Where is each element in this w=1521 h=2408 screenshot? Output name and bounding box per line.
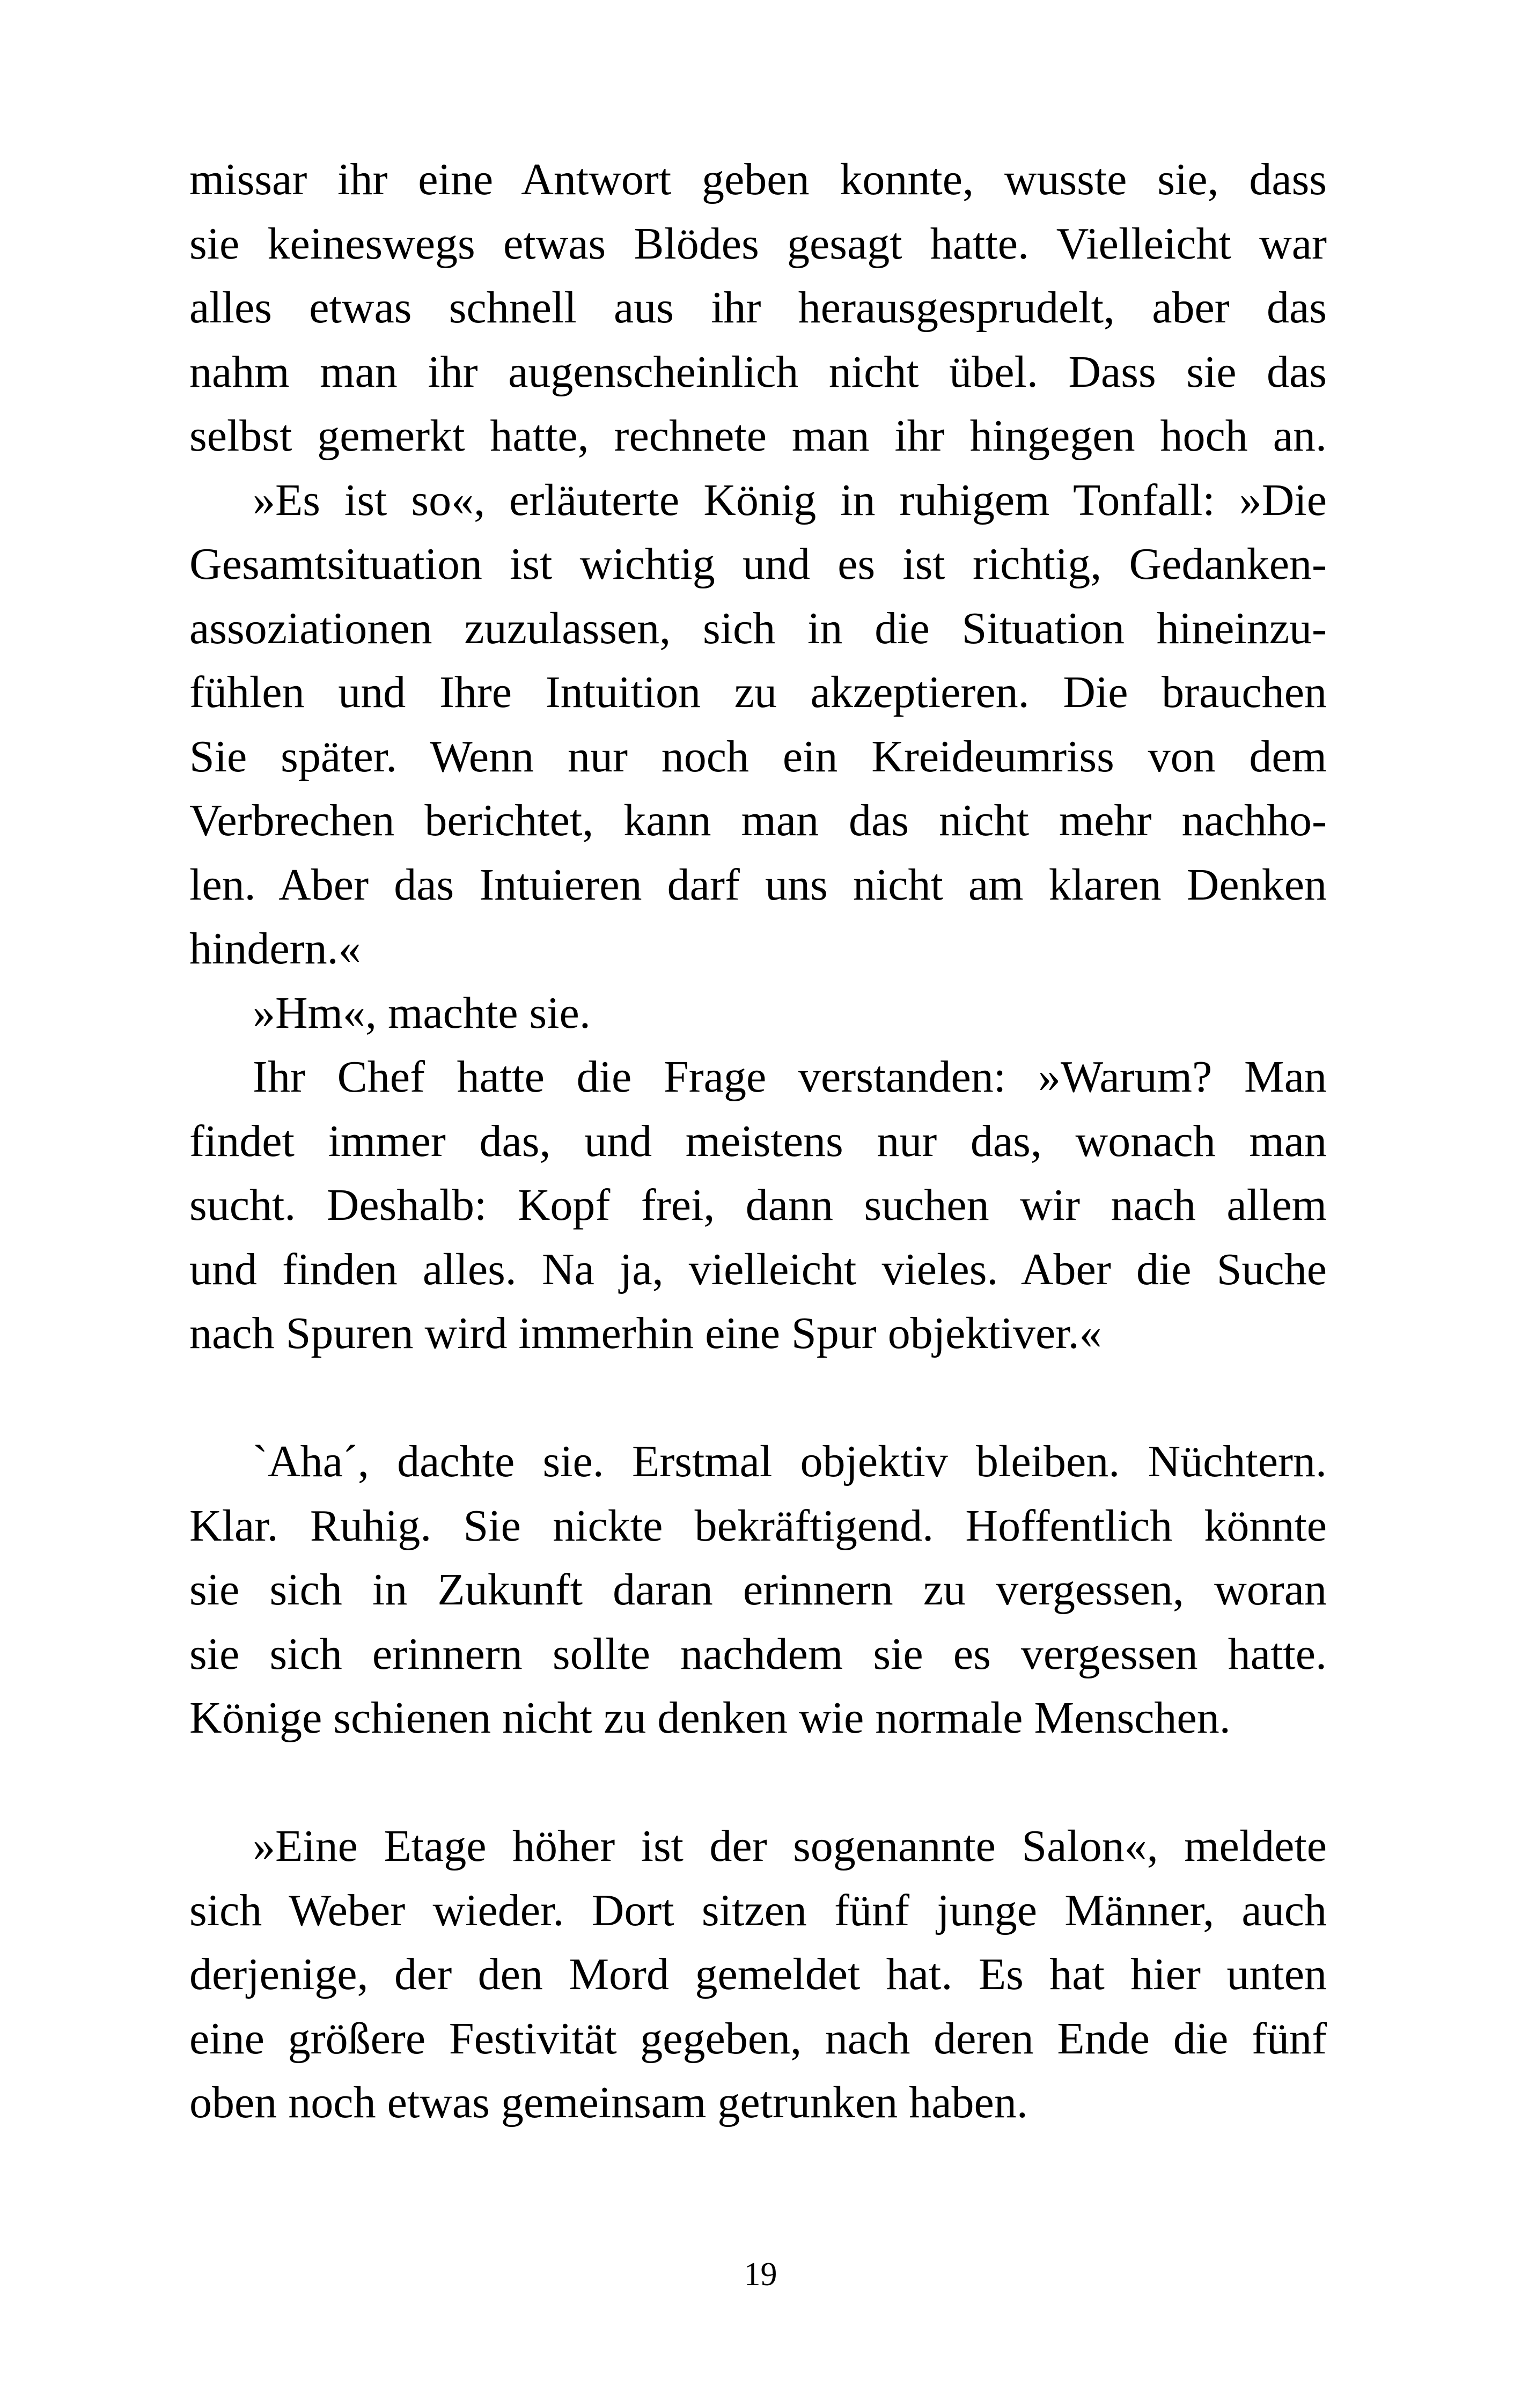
text-line: `Aha´, dachte sie. Erstmal objektiv bleiben. Nüchtern. bbox=[253, 1437, 1327, 1486]
text-line: oben noch etwas gemeinsam getrunken haben. bbox=[189, 2078, 1028, 2127]
text-line: sie sich in Zukunft daran erinnern zu vergessen, woran bbox=[189, 1565, 1327, 1615]
text-line: hindern.« bbox=[189, 924, 361, 974]
text-line: missar ihr eine Antwort geben konnte, wusste sie, dass bbox=[189, 154, 1327, 204]
text-line: Sie später. Wenn nur noch ein Kreideumriss von dem bbox=[189, 731, 1327, 782]
text-line: und finden alles. Na ja, vielleicht vieles. Aber die Suche bbox=[189, 1244, 1327, 1294]
text-line: »Eine Etage höher ist der sogenannte Salon«, meldete bbox=[253, 1821, 1327, 1871]
text-line: Verbrechen berichtet, kann man das nicht mehr nachho- bbox=[189, 796, 1327, 845]
text-line: findet immer das, und meistens nur das, wonach man bbox=[189, 1116, 1327, 1166]
text-line: selbst gemerkt hatte, rechnete man ihr hingegen hoch an. bbox=[189, 411, 1327, 461]
body-text bbox=[189, 148, 1327, 2135]
text-line: fühlen und Ihre Intuition zu akzeptieren. Die brauchen bbox=[189, 667, 1327, 717]
text-line: Klar. Ruhig. Sie nickte bekräftigend. Hoffentlich könnte bbox=[189, 1500, 1327, 1551]
text-line: sie sich erinnern sollte nachdem sie es vergessen hatte. bbox=[189, 1629, 1327, 1679]
text-line: derjenige, der den Mord gemeldet hat. Es hat hier unten bbox=[189, 1949, 1327, 1999]
text-line: Gesamtsituation ist wichtig und es ist richtig, Gedanken- bbox=[189, 539, 1327, 589]
text-line: Könige schienen nicht zu denken wie normale Menschen. bbox=[189, 1693, 1231, 1743]
text-line: sie keineswegs etwas Blödes gesagt hatte. Vielleicht war bbox=[189, 218, 1327, 269]
text-line: assoziationen zuzulassen, sich in die Situation hineinzu- bbox=[189, 603, 1327, 653]
text-line: sich Weber wieder. Dort sitzen fünf junge Männer, auch bbox=[189, 1885, 1327, 1935]
text-line: »Es ist so«, erläuterte König in ruhigem Tonfall: »Die bbox=[253, 475, 1327, 525]
text-line: len. Aber das Intuieren darf uns nicht am klaren Denken bbox=[189, 859, 1327, 910]
paragraph-gap bbox=[189, 1750, 1327, 1815]
text-line: »Hm«, machte sie. bbox=[253, 988, 591, 1038]
text-line: Ihr Chef hatte die Frage verstanden: »Warum? Man bbox=[253, 1052, 1327, 1102]
text-line: sucht. Deshalb: Kopf frei, dann suchen wir nach allem bbox=[189, 1180, 1327, 1230]
text-line: nahm man ihr augenscheinlich nicht übel. Dass sie das bbox=[189, 347, 1327, 397]
text-line: nach Spuren wird immerhin eine Spur objektiver.« bbox=[189, 1308, 1102, 1358]
text-line: eine größere Festivität gegeben, nach deren Ende die fünf bbox=[189, 2013, 1327, 2064]
paragraph-gap bbox=[189, 1366, 1327, 1430]
page-number: 19 bbox=[744, 2256, 777, 2293]
text-line: alles etwas schnell aus ihr herausgesprudelt, aber das bbox=[189, 283, 1327, 333]
